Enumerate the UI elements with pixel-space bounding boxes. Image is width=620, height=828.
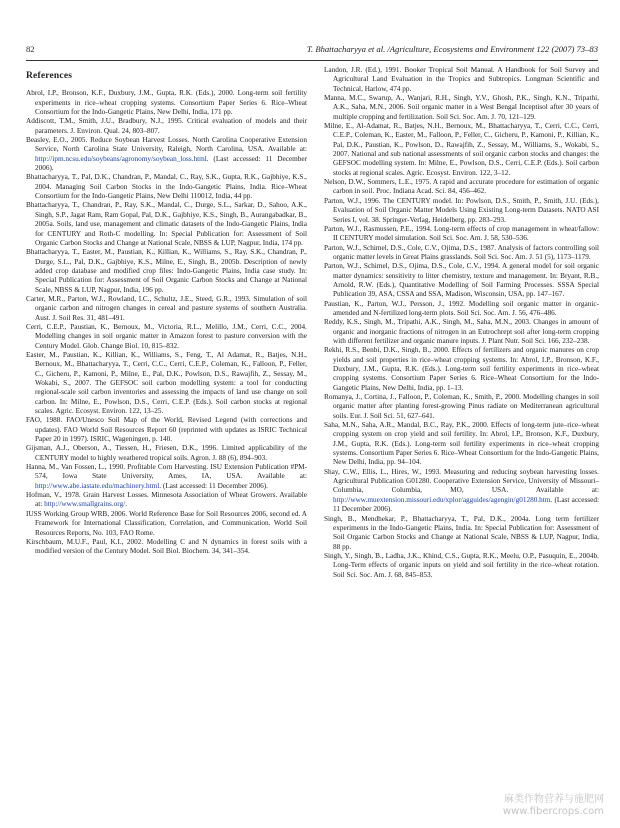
references-right-column	[324, 66, 599, 580]
reference-text: Hofman, V., 1978. Grain Harvest Losses. Minnesota Association of Wheat Growers. Available at:	[26, 491, 307, 509]
reference-text: Carter, M.R., Parton, W.J., Rowland, I.C., Schultz, J.E., Steed, G.R., 1993. Simulation of soil organic carbon and nitrogen changes in cereal and pasture systems of southern Australia. Aust. J. Soil Res. 31, 481–491.	[26, 294, 307, 322]
running-header	[26, 44, 598, 58]
reference-text: Paustian, K., Parton, W.J., Persson, J., 1992. Modelling soil organic matter in organic-amended and N-fertilized long-term plots. Soil Sci. Soc. Am. J. 56, 476–486.	[324, 299, 599, 317]
reference-entry	[26, 538, 307, 557]
reference-text: Bhattacharyya, T., Easter, M., Paustian, K., Killian, K., Williams, S., Ray, S.K., Chandran, P., Durge, S.L., Pal, D.K., Gajbhiye, K.S., Milne, E., Singh, B., 2005b. Description of newly added crop database and modified crop files: Indo-Gangetic Plains, India case study. In: Special Publication for: Assessment of Soil Organic Carbon Stocks and Change at National Scale, NBSS & LUP, Nagpur, India, 196 pp.	[26, 248, 307, 294]
reference-url-link[interactable]: http://www.muextension.missouri.edu/xplor/agguides/agengin/g01280.htm	[333, 495, 551, 504]
reference-entry	[26, 173, 307, 201]
reference-entry	[324, 197, 599, 225]
reference-text: Bhattacharyya, T., Pal, D.K., Chandran, P., Mandal, C., Ray, S.K., Gupta, R.K., Gajbhiye, K.S., 2004. Managing Soil Carbon Stocks in the Indo-Gangetic Plains, India. Rice–Wheat Consortium for the Indo-Gangetic Plains, New Delhi 110012, India, 44 pp.	[26, 173, 307, 201]
reference-entry	[26, 510, 307, 538]
reference-entry	[26, 463, 307, 491]
journal-citation: T. Bhattacharyya et al. /Agriculture, Ecosystems and Environment 122 (2007) 73–83	[306, 44, 598, 54]
reference-text: Parton, W.J., 1996. The CENTURY model. In: Powlson, D.S., Smith, P., Smith, J.U. (Eds.), Evaluation of Soil Organic Matter Models Using Existing Long-term Datasets. NATO ASI Series I, vol. 38. Springer-Verlag, Heidelberg, pp. 283–293.	[324, 196, 599, 224]
reference-text: Landon, J.R. (Ed.), 1991. Booker Tropical Soil Manual. A Handbook for Soil Survey and Agricultural Land Evaluation in the Tropics and Subtropics. Longman Scientific and Technical, Harlow, 474 pp.	[324, 66, 599, 93]
reference-entry	[26, 201, 307, 248]
reference-entry	[26, 248, 307, 295]
reference-list-left	[26, 89, 307, 556]
reference-text: Saha, M.N., Saha, A.R., Mandal, B.C., Ray, P.K., 2000. Effects of long-term jute–rice–wheat cropping system on crop yield and soil fertility. In: Abrol, I.P., Bronson, K.F., Duxbury, J.M., Gupta, R.K. (Eds.). Long-term soil fertility experiments in rice–wheat cropping systems. Consortium Paper Series 6. Rice–Wheat Consortium for the Indo-Gangetic Plains, New Delhi, India, pp. 94–104.	[324, 421, 599, 467]
reference-text: Addiscott, T.M., Smith, J.U., Bradbury, N.J., 1995. Critical evaluation of models and their parameters. J. Environ. Qual. 24, 803–807.	[26, 117, 307, 135]
reference-text: Easter, M., Paustian, K., Killian, K., Williams, S., Feng, T., Al Adamat, R., Batjes, N.H., Bernoux, M., Bhattacharyya, T., Cerri, C.C., Cerri, C.E.P., Coleman, K., Falloon, P., Feller, C., Gicheru, P., Kamoni, P., Milne, E., Pal, D.K., Powlson, D.S., Rawajfih, Z., Sessay, M., Wokabi, S., 2007. The GEFSOC soil carbon modelling system: a tool for conducting regional-scale soil carbon inventories and assessing the impacts of land use change on soil carbon. In: Milne, E., Powlson, D.S., Cerri, C.E.P. (Eds.). Soil carbon stocks at regional scales. Agric. Ecosyst. Environ. 122, 13–25.	[26, 350, 307, 416]
reference-entry	[324, 178, 599, 197]
reference-entry	[324, 318, 599, 346]
reference-entry	[324, 421, 599, 468]
reference-text: Milne, E., Al-Adamat, R., Batjes, N.H., Bernoux, M., Bhattacharyya, T., Cerri, C.C., Cerri, C.E.P., Coleman, K., Easter, M., Falloon, P., Feller, C., Gicheru, P., Kamoni, P., Killian, K., Pal, D.K., Paustian, K., Powlson, D., Rawajfih, Z., Sessay, M., Williams, S., Wokabi, S., 2007. National and sub national assessments of soil organic carbon stocks and changes: the GEFSOC modelling system. In: Milne, E., Powlson, D.S., Cerri, C.E.P. (Eds.). Soil carbon stocks at regional scales. Agric. Ecosyst. Environ. 122, 3–12.	[324, 122, 599, 177]
reference-text: Hanna, M., Van Fossen, L., 1990. Profitable Corn Harvesting. ISU Extension Publication #PM-574, Iowa State University, Ames, IA, USA. Available at:	[26, 463, 307, 481]
watermark-title: 麻类作物营养与施肥网	[504, 794, 604, 805]
reference-entry	[324, 122, 599, 178]
reference-entry	[26, 416, 307, 444]
reference-entry	[324, 515, 599, 552]
references-left-column	[26, 66, 307, 557]
reference-entry	[324, 552, 599, 580]
reference-text: Gijsman, A.J., Oberson, A., Tiessen, H., Friesen, D.K., 1996. Limited applicability of the CENTURY model to highly weathered tropical soils. Agron. J. 88 (6), 894–903.	[26, 444, 307, 462]
reference-text: Bhattacharyya, T., Chandran, P., Ray, S.K., Mandal, C., Durge, S.L., Sarkar, D., Sahoo, A.K., Singh, S.P., Jagat Ram, Ram Gopal, Pal, D.K., Gajbhiye, K.S., Singh, B., Aurangabadkar, B., 2005a. Soils, land use, management and climatic datasets of the Indo-Gangetic Plains, India for CENTURY and Roth-C modelling. In: Special Publication for: Assessment of Soil Organic Carbon Stocks and Change at National Scale, NBSS & LUP, Nagpur, India, 174 pp.	[26, 201, 307, 247]
reference-entry	[324, 300, 599, 319]
reference-text-tail: . (Last accessed: 11 December 2006).	[333, 495, 599, 514]
reference-entry	[324, 346, 599, 393]
reference-text: Beasley, E.O., 2005. Reduce Soybean Harvest Losses. North Carolina Cooperative Extension Service, North Carolina State University, Raleigh, North Carolina, USA. Available at:	[26, 136, 307, 154]
reference-text-tail: . (Last accessed: 11 December 2006).	[35, 154, 307, 173]
reference-entry	[26, 351, 307, 416]
reference-text: Rekhi, R.S., Benbi, D.K., Singh, B., 2000. Effects of fertilizers and organic manures on crop yields and soil properties in rice–wheat cropping systems. In: Abrol, I.P., Bronson, K.F., Duxbury, J.M., Gupta, R.K. (Eds.). Long-term soil fertility experiments in rice–wheat cropping systems. Consortium Paper Series 6. Rice–Wheat Consortium for the Indo-Gangetic Plains, New Delhi, India, pp. 1–13.	[324, 346, 599, 392]
reference-text: Parton, W.J., Schimel, D.S., Cole, C.V., Ojima, D.S., 1987. Analysis of factors controlling soil organic matter levels in Great Plains grasslands. Soil Sci. Soc. Am. J. 51 (5), 1173–1179.	[324, 243, 599, 261]
reference-entry	[26, 117, 307, 136]
reference-text: Kirschbaum, M.U.F., Paul, K.I., 2002. Modelling C and N dynamics in forest soils with a modified version of the Century Model. Soil Biol. Biochem. 34, 341–354.	[26, 537, 307, 556]
reference-entry	[26, 323, 307, 351]
reference-text: Romanya, J., Cortina, J., Falloon, P., Coleman, K., Smith, P., 2000. Modelling changes in soil organic matter after planting forest-growing Pinus radiate on Mediterranean agricultural soils. Eur. J. Soil Sci. 51, 627–641.	[324, 393, 599, 420]
reference-text: FAO, 1988. FAO/Unesco Soil Map of the World, Revised Legend (with corrections and updates). FAO World Soil Resources Report 60 (reprinted with updates as ISRIC Technical Paper 20 in 1997). ISRIC, Wageningen, p. 140.	[26, 416, 307, 444]
reference-entry	[324, 225, 599, 244]
reference-text: Shay, C.W., Ellis, L., Hires, W., 1993. Measuring and reducing soybean harvesting losses. Agricultural Publication G01280. Cooperative Extension Service, University of Missouri–Columbia, Columbia, MO, USA. Available at:	[324, 467, 599, 495]
reference-entry	[26, 136, 307, 173]
reference-text: Reddy, K.S., Singh, M., Tripathi, A.K., Singh, M., Saha, M.N., 2003. Changes in amount of organic and inorganic fractions of nitrogen in an Eutrochrept soil after long-term cropping with different fertilizer and organic manure inputs. J. Plant Nutr. Soil Sci. 166, 232–238.	[324, 318, 599, 345]
reference-entry	[324, 94, 599, 122]
reference-entry	[324, 468, 599, 515]
reference-entry	[26, 444, 307, 463]
reference-entry	[324, 393, 599, 421]
reference-entry	[26, 89, 307, 117]
reference-text: Parton, W.J., Rasmussen, P.E., 1994. Long-term effects of crop management in wheat/fallow: II CENTURY model simulation. Soil Sci. Soc. Am. J. 58, 530–536.	[324, 224, 599, 243]
reference-url-link[interactable]: http://www.smallgrains.org/	[44, 500, 126, 509]
references-heading: References	[26, 71, 73, 81]
reference-text-tail: .	[125, 500, 128, 509]
reference-entry	[324, 66, 599, 94]
header-rule	[26, 60, 598, 61]
watermark-url: www.fibercrops.com	[502, 806, 604, 817]
reference-text-tail: . (Last accessed: 11 December 2006).	[159, 481, 268, 490]
reference-text: Cerri, C.E.P., Paustian, K., Bernoux, M., Victoria, R.L., Melillo, J.M., Cerri, C.C., 2004. Modelling changes in soil organic matter in Amazon forest to pasture conversion with the Century Model. Glob. Change Biol. 10, 815–832.	[26, 322, 307, 350]
reference-entry	[26, 295, 307, 323]
reference-url-link[interactable]: http://ipm.ncsu.edu/soybeans/agronomy/soybean_loss.html	[35, 154, 207, 163]
reference-list-right	[324, 66, 599, 580]
reference-text: Manna, M.C., Swarup, A., Wanjari, R.H., Singh, Y.V., Ghosh, P.K., Singh, K.N., Tripathi, A.K., Saha, M.N., 2006. Soil organic matter in a West Bengal Inceptisol after 30 years of multiple cropping and fertilization. Soil Sci. Soc. Am. J. 70, 121–129.	[324, 94, 599, 121]
reference-entry	[324, 244, 599, 263]
site-watermark	[503, 794, 604, 818]
reference-entry	[26, 491, 307, 510]
reference-text: Singh, B., Mendhekar, P., Bhattacharyya, T., Pal, D.K., 2004a. Long term fertilizer experiments in the Indo-Gangetic Plains, India. In: Special Publication for: Assessment of Soil Organic Carbon Stocks and Change at National Scale, NBSS & LUP, Nagpur, India, 88 pp.	[324, 514, 599, 551]
reference-text: IUSS Working Group WRB, 2006. World Reference Base for Soil Resources 2006, second ed. A Framework for International Classification, Correlation, and Communication. World Soil Resources Reports, No. 103, FAO Rome.	[26, 509, 307, 537]
reference-url-link[interactable]: http://www.abe.iastate.edu/machinery.html	[35, 481, 160, 490]
reference-text: Nelson, D.W., Sommers, L.E., 1975. A rapid and accurate procedure for estimation of organic carbon in soil. Proc. Indiana Acad. Sci. 84, 456–462.	[324, 178, 599, 196]
page-number: 82	[26, 44, 35, 54]
reference-text: Abrol, I.P., Bronson, K.F., Duxbury, J.M., Gupta, R.K. (Eds.), 2000. Long-term soil fertility experiments in rice–wheat cropping systems. Consortium Paper Series 6. Rice–Wheat Consortium for the Indo-Gangetic Plains, New Delhi, India, 171 pp.	[26, 89, 307, 117]
reference-text: Parton, W.J., Schimel, D.S., Ojima, D.S., Cole, C.V., 1994. A general model for soil organic matter dynamics: sensitivity to litter chemistry, texture and management. In: Bryant, R.B., Arnold, R.W. (Eds.), Quantitative Modelling of Soil Farming Processes. SSSA Special Publication 39, ASA, CSSA and SSA, Madison, Wisconsin, USA, pp. 147–167.	[324, 262, 599, 299]
reference-entry	[324, 262, 599, 299]
reference-text: Singh, Y., Singh, B., Ladha, J.K., Khind, C.S., Gupta, R.K., Meelu, O.P., Pasuquin, E., 2004b. Long-Term effects of organic inputs on yield and soil fertility in the rice–wheat rotation. Soil Sci. Soc. Am. J. 68, 845–853.	[324, 551, 599, 579]
